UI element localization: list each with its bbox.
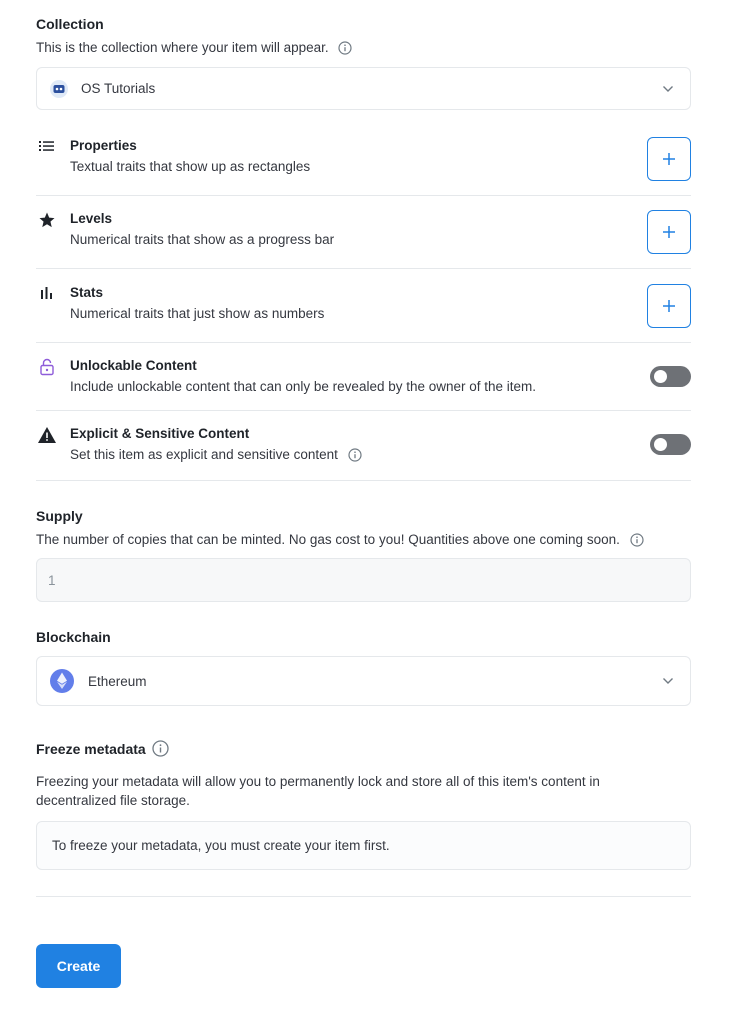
explicit-description [70,447,362,462]
create-button[interactable]: Create [36,944,121,988]
supply-description-text: The number of copies that can be minted. No gas cost to you! Quantities above one coming soon. [36,532,620,547]
explicit-toggle[interactable] [650,434,691,455]
collection-avatar-icon [50,80,68,98]
trait-description: Numerical traits that show as a progress bar [70,232,335,247]
trait-title: Levels [70,211,113,226]
supply-title: Supply [36,508,83,524]
trait-row-properties [36,122,691,196]
blockchain-title: Blockchain [36,629,111,645]
supply-input[interactable]: 1 [36,558,691,602]
freeze-notice: To freeze your metadata, you must create your item first. [36,821,691,870]
list-icon [36,135,58,157]
trait-title: Stats [70,285,104,300]
collection-select[interactable] [36,67,691,110]
star-icon [36,209,58,231]
ethereum-icon [50,669,74,693]
plus-icon [662,299,676,313]
collection-description [36,40,352,55]
collection-title: Collection [36,16,104,32]
supply-description [36,532,644,547]
explicit-row [36,411,691,481]
info-icon[interactable] [152,740,169,757]
unlockable-title: Unlockable Content [70,358,197,373]
plus-icon [662,152,676,166]
trait-title: Properties [70,138,137,153]
blockchain-select[interactable] [36,656,691,706]
add-stats-button[interactable] [647,284,691,328]
info-icon[interactable] [630,533,644,547]
add-properties-button[interactable] [647,137,691,181]
info-icon[interactable] [348,448,362,462]
blockchain-select-value: Ethereum [88,673,147,689]
chevron-down-icon [662,677,674,685]
info-icon[interactable] [338,41,352,55]
trait-row-levels [36,196,691,269]
toggle-knob [654,438,667,451]
unlockable-toggle[interactable] [650,366,691,387]
trait-description: Textual traits that show up as rectangles [70,159,311,174]
collection-description-text: This is the collection where your item will appear. [36,40,329,55]
collection-select-value: OS Tutorials [81,81,156,96]
toggle-knob [654,370,667,383]
explicit-title: Explicit & Sensitive Content [70,426,250,441]
freeze-title-text: Freeze metadata [36,740,146,757]
plus-icon [662,225,676,239]
freeze-description: Freezing your metadata will allow you to permanently lock and store all of this item's content in decentralized file storage. [36,774,600,808]
trait-row-stats [36,269,691,343]
lock-icon [36,356,58,378]
chevron-down-icon [662,85,674,93]
add-levels-button[interactable] [647,210,691,254]
unlockable-description: Include unlockable content that can only be revealed by the owner of the item. [70,379,537,394]
freeze-title [36,740,169,757]
bar-chart-icon [36,282,58,304]
divider [36,896,691,897]
trait-description: Numerical traits that just show as numbers [70,306,325,321]
warning-icon [36,424,58,446]
unlockable-row [36,343,691,411]
explicit-description-text: Set this item as explicit and sensitive content [70,447,338,462]
